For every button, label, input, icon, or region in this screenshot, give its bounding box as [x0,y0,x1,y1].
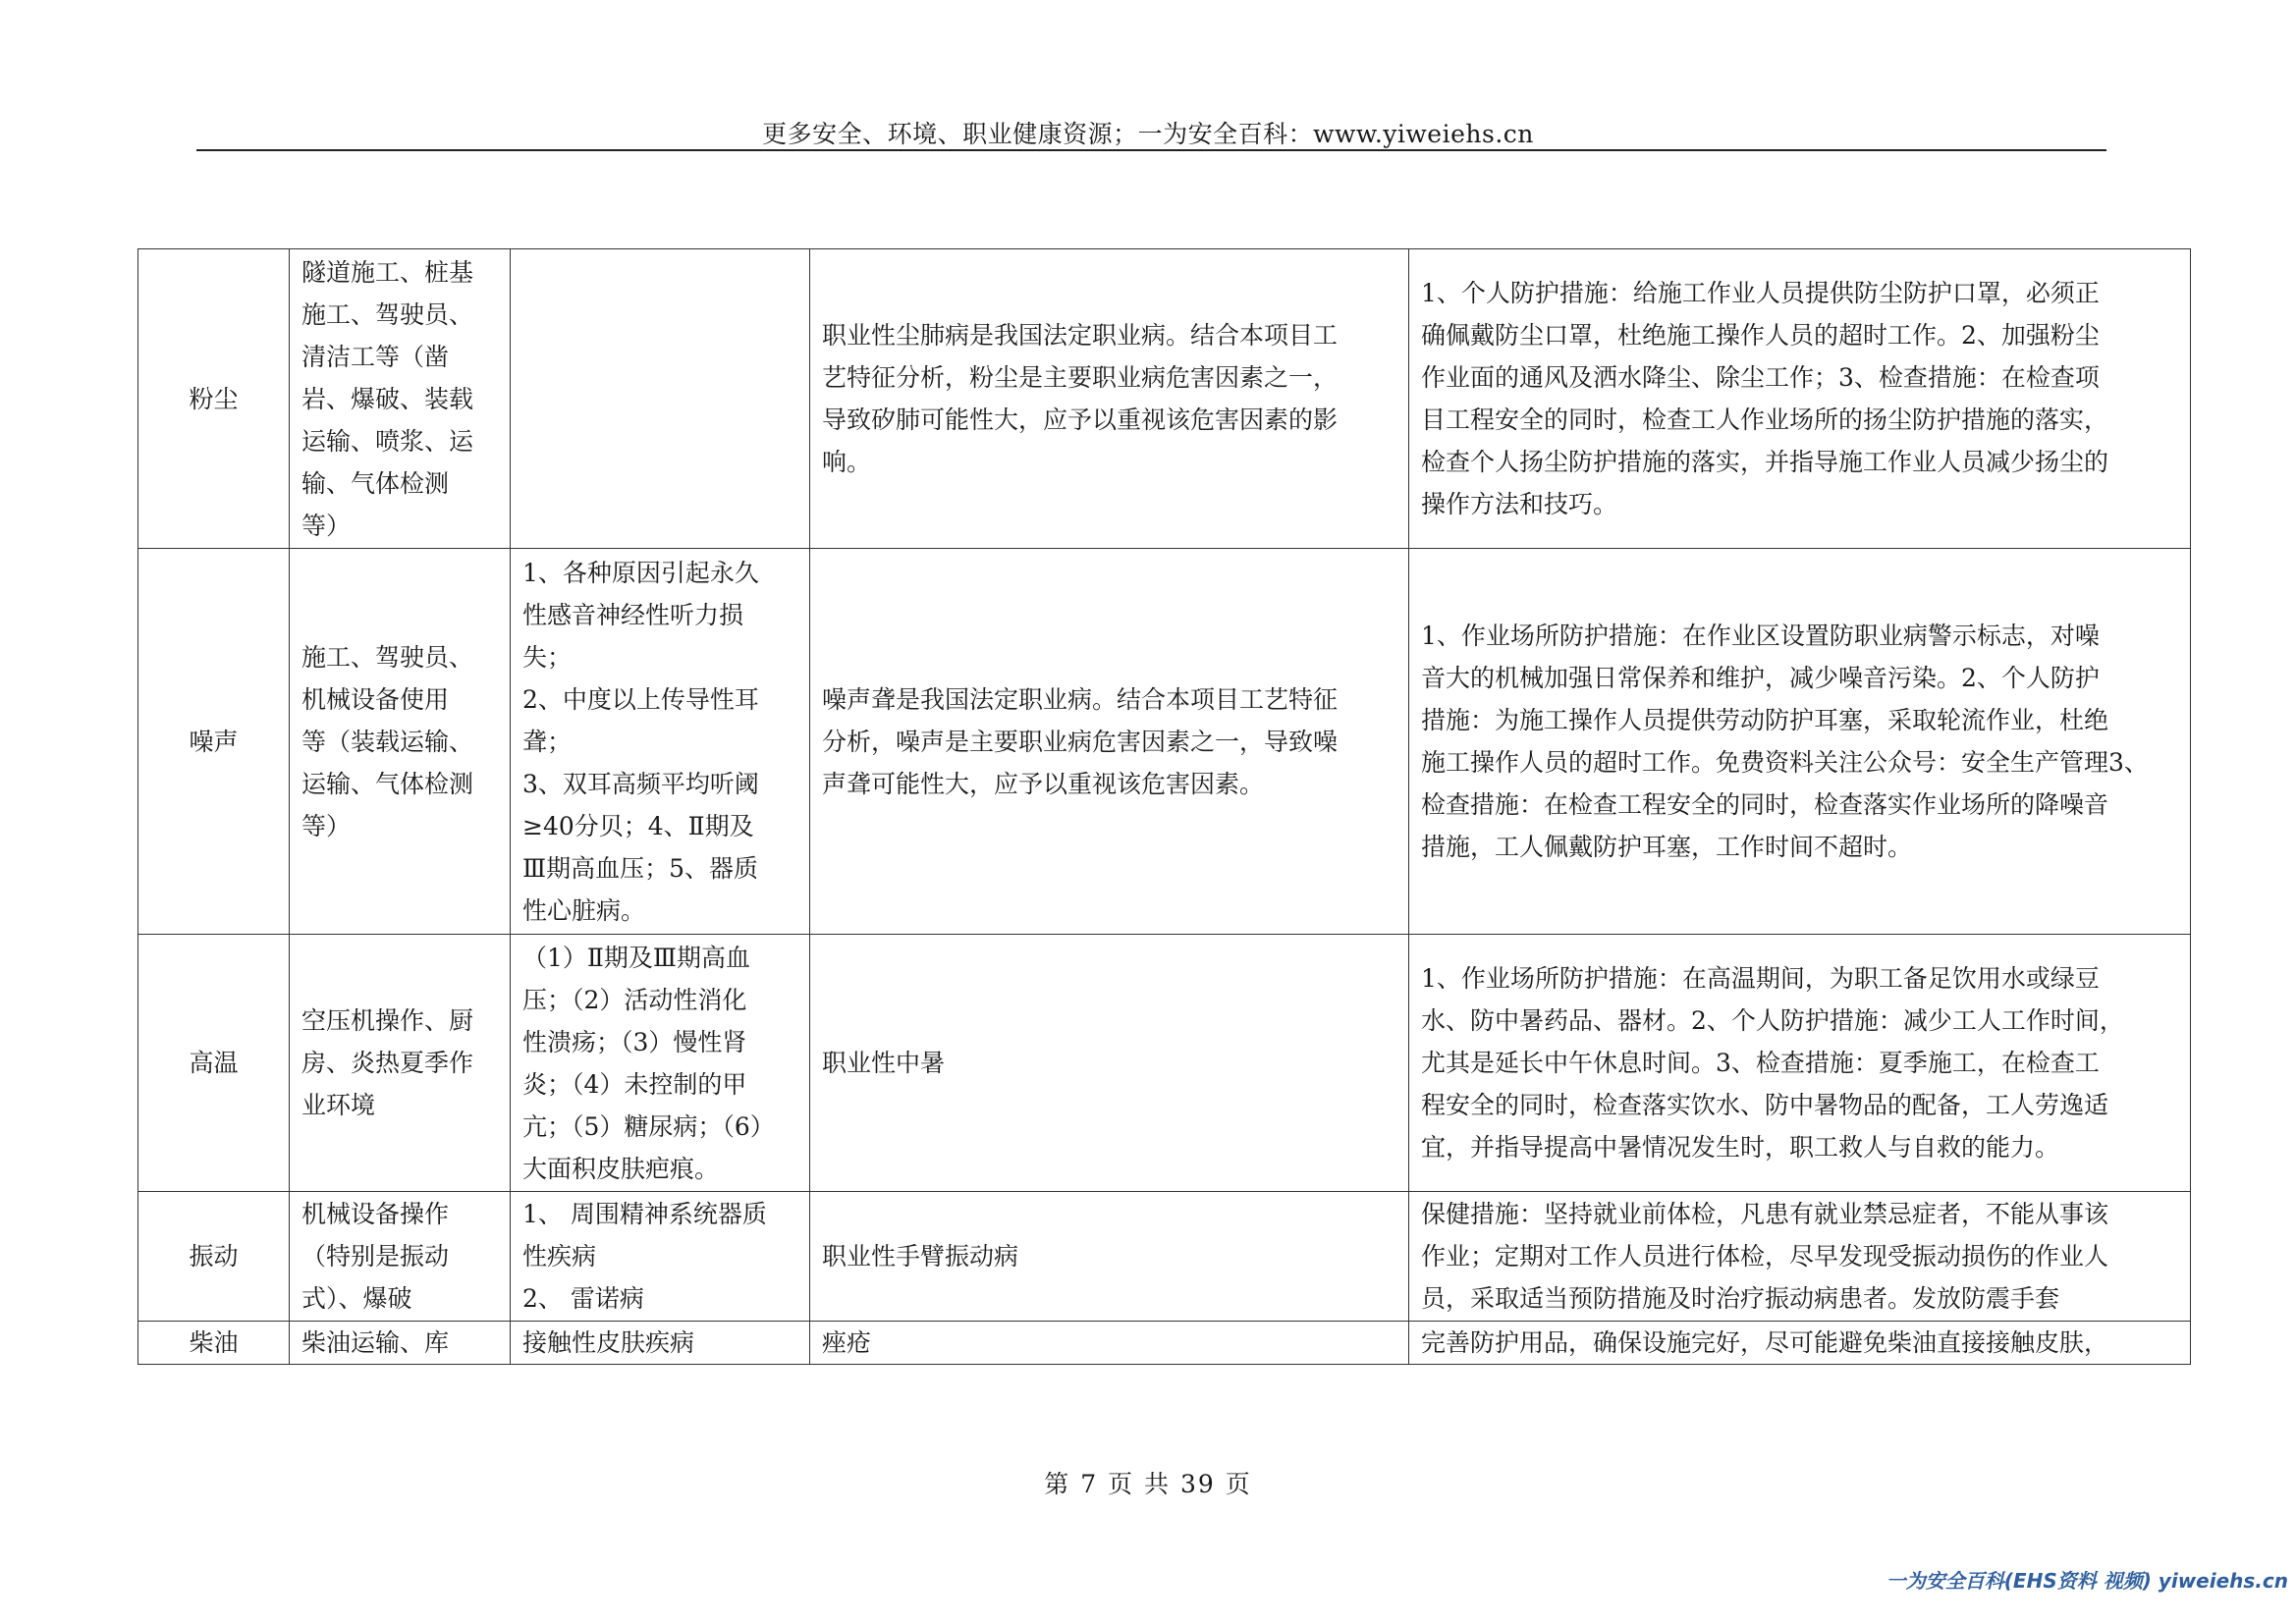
cell-line: （特别是振动 [301,1242,450,1271]
cell-line: 炎；（4）未控制的甲 [522,1069,747,1099]
exposed-jobs-cell [290,1322,511,1365]
cell-line: 亢；（5）糖尿病；（6） [522,1111,775,1141]
cell-line: 房、炎热夏季作 [301,1049,474,1077]
cell-line: 性心脏病。 [522,895,646,925]
cell-line: 2、 雷诺病 [522,1284,644,1313]
page-number: 第 7 页 共 39 页 [1044,1470,1252,1498]
hazard-factor-label: 粉尘 [189,384,239,413]
cell-line: 职业性尘肺病是我国法定职业病。结合本项目工 [822,321,1339,350]
cell-line: 噪声聋是我国法定职业病。结合本项目工艺特征 [822,684,1339,714]
header-divider [196,149,2106,151]
hazard-table [137,248,2191,1365]
occupational-disease-cell [810,549,1409,935]
cell-line: 3、双耳高频平均听阈 [522,769,759,798]
cell-line: 职业性手臂振动病 [822,1242,1019,1271]
cell-line: 机械设备操作 [301,1200,450,1228]
occupational-disease-cell [810,1192,1409,1322]
contraindication-cell [511,549,810,935]
cell-line: 等） [301,511,352,540]
protective-measures-cell [1409,1322,2191,1365]
table-row [138,1322,2191,1365]
cell-line: 式）、爆破 [301,1284,412,1313]
cell-line: 程安全的同时，检查落实饮水、防中暑物品的配备，工人劳逸适 [1421,1091,2109,1119]
cell-line: 目工程安全的同时，检查工人作业场所的扬尘防护措施的落实， [1421,406,2109,434]
cell-line: 等（装载运输、 [301,727,474,756]
occupational-disease-cell [810,249,1409,549]
cell-line: 岩、爆破、装载 [301,384,474,413]
cell-line: 措施：为施工操作人员提供劳动防护耳塞，采取轮流作业，杜绝 [1421,706,2109,734]
cell-line: 运输、气体检测 [301,769,474,798]
protective-measures-cell [1409,549,2191,935]
cell-line: 音大的机械加强日常保养和维护，减少噪音污染。2、个人防护 [1421,664,2100,692]
cell-line: 1、个人防护措施：给施工作业人员提供防尘防护口罩，必须正 [1421,279,2100,307]
cell-line: 声聋可能性大，应予以重视该危害因素。 [822,769,1265,798]
cell-line: 确佩戴防尘口罩，杜绝施工操作人员的超时工作。2、加强粉尘 [1421,321,2100,350]
cell-line: 尤其是延长中午休息时间。3、检查措施：夏季施工，在检查工 [1421,1049,2100,1077]
contraindication-cell [511,935,810,1192]
cell-line: 空压机操作、厨 [301,1006,474,1035]
hazard-factor-cell [138,935,290,1192]
cell-line: 员，采取适当预防措施及时治疗振动病患者。发放防震手套 [1421,1284,2060,1313]
hazard-factor-cell [138,1322,290,1365]
cell-line: 性溃疡；（3）慢性肾 [522,1027,747,1056]
contraindication-cell [511,249,810,549]
cell-line: 业环境 [301,1091,376,1119]
cell-line: 输、气体检测 [301,468,450,498]
cell-line: ≥40分贝；4、Ⅱ期及 [522,811,754,840]
cell-line: 操作方法和技巧。 [1421,490,1618,518]
cell-line: 性感音神经性听力损 [522,600,744,629]
table-row [138,549,2191,935]
cell-line: 2、中度以上传导性耳 [522,684,759,714]
protective-measures-cell [1409,935,2191,1192]
cell-line: 机械设备使用 [301,684,450,714]
cell-line: 施工操作人员的超时工作。免费资料关注公众号：安全生产管理3、 [1421,748,2149,777]
hazard-factor-label: 高温 [189,1049,239,1077]
cell-line: 1、各种原因引起永久 [522,558,759,587]
cell-line: Ⅲ期高血压；5、器质 [522,853,759,883]
exposed-jobs-cell [290,249,511,549]
hazard-factor-cell [138,1192,290,1322]
cell-line: 痤疮 [822,1328,872,1357]
cell-line: 检查措施：在检查工程安全的同时，检查落实作业场所的降噪音 [1421,790,2109,819]
cell-line: 等） [301,811,352,840]
occupational-disease-cell [810,935,1409,1192]
cell-line: 清洁工等（凿 [301,342,450,371]
cell-line: 作业；定期对工作人员进行体检，尽早发现受振动损伤的作业人 [1421,1242,2109,1271]
cell-line: 聋； [522,727,573,756]
cell-line: 水、防中暑药品、器材。2、个人防护措施：减少工人工作时间， [1421,1006,2124,1035]
hazard-factor-label: 柴油 [189,1328,239,1357]
exposed-jobs-cell [290,549,511,935]
cell-line: 分析，噪声是主要职业病危害因素之一，导致噪 [822,727,1339,756]
cell-line: 接触性皮肤疾病 [522,1328,695,1357]
cell-line: 运输、喷浆、运 [301,426,474,456]
cell-line: 失； [522,642,573,672]
cell-line: 施工、驾驶员、 [301,642,474,672]
contraindication-cell [511,1192,810,1322]
table-row [138,935,2191,1192]
site-watermark: 一为安全百科(EHS资料 视频) yiweiehs.cn [1886,1569,2288,1593]
hazard-factor-label: 振动 [189,1242,239,1271]
exposed-jobs-cell [290,935,511,1192]
cell-line: 职业性中暑 [822,1049,946,1077]
cell-line: 施工、驾驶员、 [301,299,474,329]
cell-line: 宜，并指导提高中暑情况发生时，职工救人与自救的能力。 [1421,1133,2060,1162]
hazard-factor-cell [138,549,290,935]
cell-line: 性疾病 [522,1242,597,1271]
hazard-factor-label: 噪声 [189,727,239,756]
cell-line: 措施，工人佩戴防护耳塞，工作时间不超时。 [1421,833,1913,861]
cell-line: 完善防护用品，确保设施完好，尽可能避免柴油直接接触皮肤， [1421,1328,2109,1357]
protective-measures-cell [1409,249,2191,549]
page-header-text: 更多安全、环境、职业健康资源；一为安全百科：www.yiweiehs.cn [762,120,1534,148]
cell-line: 压；（2）活动性消化 [522,985,747,1014]
contraindication-cell [511,1322,810,1365]
cell-line: 检查个人扬尘防护措施的落实，并指导施工作业人员减少扬尘的 [1421,448,2109,476]
cell-line: 响。 [822,448,872,476]
occupational-disease-cell [810,1322,1409,1365]
table-row [138,1192,2191,1322]
cell-line: 1、 周围精神系统器质 [522,1200,767,1228]
exposed-jobs-cell [290,1192,511,1322]
cell-line: 保健措施：坚持就业前体检，凡患有就业禁忌症者，不能从事该 [1421,1200,2109,1228]
cell-line: 柴油运输、库 [301,1328,450,1357]
cell-line: 大面积皮肤疤痕。 [522,1154,720,1183]
cell-line: 作业面的通风及洒水降尘、除尘工作；3、检查措施：在检查项 [1421,363,2100,392]
cell-line: 艺特征分析，粉尘是主要职业病危害因素之一， [822,363,1339,392]
hazard-factor-cell [138,249,290,549]
table-row [138,249,2191,549]
cell-line: 导致矽肺可能性大，应予以重视该危害因素的影 [822,406,1339,434]
protective-measures-cell [1409,1192,2191,1322]
cell-line: 1、作业场所防护措施：在作业区设置防职业病警示标志，对噪 [1421,622,2100,650]
cell-line: 隧道施工、桩基 [301,257,474,287]
cell-line: 1、作业场所防护措施：在高温期间，为职工备足饮用水或绿豆 [1421,964,2100,993]
cell-line: （1）Ⅱ期及Ⅲ期高血 [522,943,751,972]
